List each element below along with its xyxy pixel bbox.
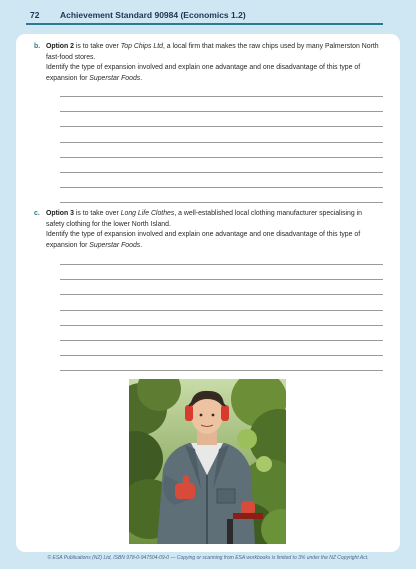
question-c-letter: c.: [34, 210, 40, 217]
question-c-company: Long Life Clothes: [120, 210, 175, 217]
question-b-text-2: , a local firm that makes the raw chips used by many Palmerston North fast-food stores.: [46, 43, 379, 61]
answer-line: [60, 340, 383, 341]
question-b-company: Top Chips Ltd: [120, 43, 163, 50]
answer-line: [60, 325, 383, 326]
question-c-text-2: , a well-established local clothing manufacturer specialising in safety clothing for the lower North Island.: [46, 210, 363, 228]
answer-line: [60, 111, 383, 112]
answer-line: [60, 157, 383, 158]
answer-line: [60, 310, 383, 311]
question-b-letter: b.: [34, 43, 41, 50]
footer-copyright: © ESA Publications (NZ) Ltd, ISBN 978-0-947504-09-0 — Copying or scanning from ESA workbooks is limited to 3% under the NZ Copyright Act.: [47, 555, 369, 561]
answer-line: [60, 355, 383, 356]
question-b: [34, 42, 382, 84]
worker-illustration: [129, 379, 286, 544]
question-c-instruction-text: Identify the type of expansion involved and explain one advantage and one disadvantage of this type of expansion for: [46, 231, 361, 249]
question-b-instruction: [46, 63, 382, 84]
question-b-business: Superstar Foods: [89, 74, 141, 82]
answer-line: [60, 202, 383, 203]
question-b-end: .: [140, 74, 143, 82]
question-b-text-1: is to take over: [73, 43, 121, 50]
question-c-business: Superstar Foods: [89, 241, 141, 249]
answer-line: [60, 142, 383, 143]
answer-line: [60, 126, 383, 127]
option-label: Option 3: [46, 210, 74, 217]
answer-line: [60, 279, 383, 280]
answer-line: [60, 172, 383, 173]
question-c: [34, 209, 382, 251]
question-c-end: .: [140, 241, 143, 249]
question-c-instruction: [46, 230, 382, 251]
question-c-text-1: is to take over: [73, 210, 121, 217]
page-header: [0, 0, 416, 28]
answer-line: [60, 96, 383, 97]
answer-line: [60, 294, 383, 295]
question-b-instruction-text: Identify the type of expansion involved and explain one advantage and one disadvantage of this type of expansion for: [46, 64, 361, 82]
question-c-text: [46, 209, 382, 230]
answer-line: [60, 370, 383, 371]
page-number: 72: [30, 10, 40, 20]
answer-line: [60, 187, 383, 188]
answer-line: [60, 264, 383, 265]
option-label: Option 2: [46, 43, 74, 50]
header-title: Achievement Standard 90984 (Economics 1.2): [60, 10, 246, 20]
question-b-text: [46, 42, 382, 63]
worker-photo: [129, 379, 286, 544]
header-rule: [26, 23, 383, 25]
